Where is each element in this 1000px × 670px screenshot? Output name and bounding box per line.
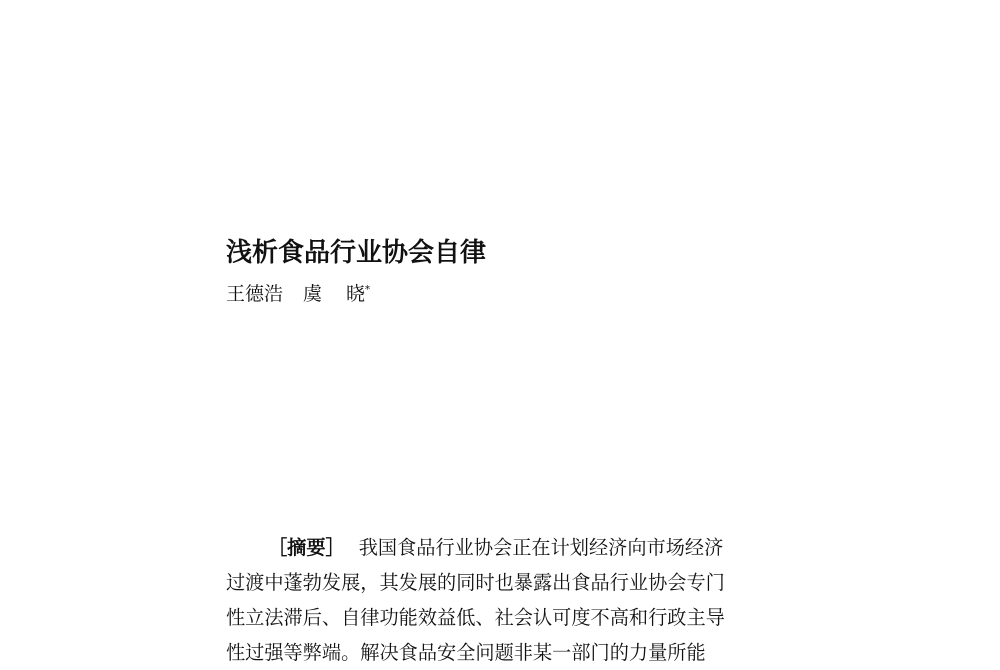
abstract-line [226,530,771,565]
author-name: 虞 [303,283,323,305]
author-name: 王德浩 [226,283,284,305]
author-name: 晓 [346,283,366,305]
author-line [226,281,370,307]
abstract-line: 过渡中蓬勃发展，其发展的同时也暴露出食品行业协会专门 [226,571,725,594]
abstract [226,530,771,670]
abstract-label: ［摘要］ [268,536,345,559]
author-footnote-mark: * [365,284,371,296]
article-title: 浅析食品行业协会自律 [226,238,487,268]
abstract-line: 性立法滞后、自律功能效益低、社会认可度不高和行政主导 [226,606,725,629]
abstract-line: 性过强等弊端。解决食品安全问题非某一部门的力量所能 [226,641,706,664]
abstract-text: 我国食品行业协会正在计划经济向市场经济 [358,536,724,559]
